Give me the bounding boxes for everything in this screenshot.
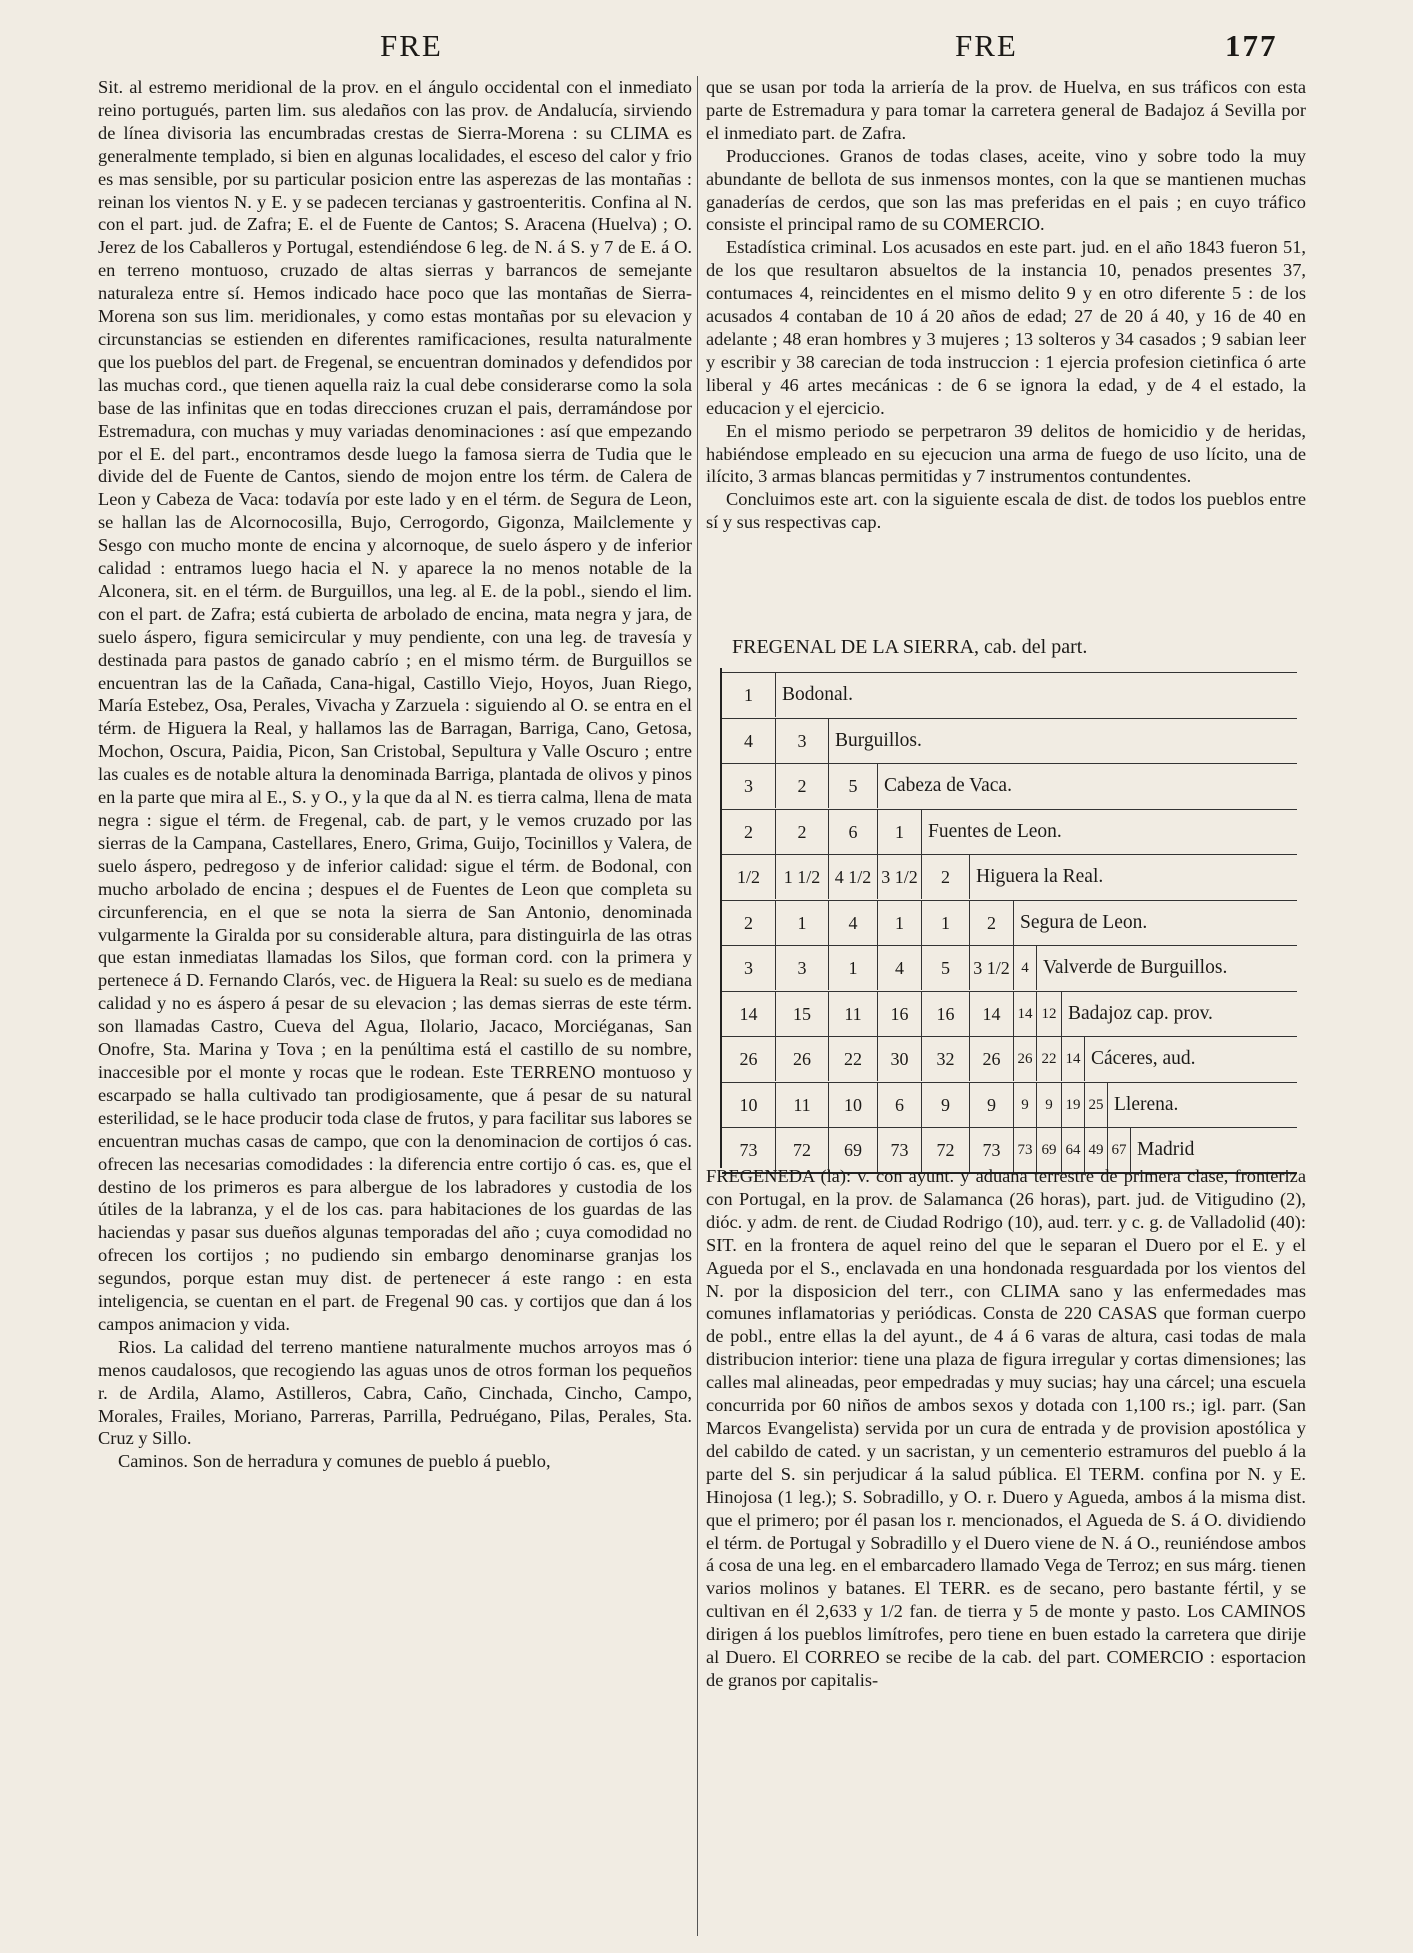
- table-cell: 64: [1062, 1128, 1085, 1172]
- table-cell: 73: [722, 1128, 776, 1172]
- table-cell: 9: [1014, 1083, 1037, 1127]
- table-cell: 12: [1037, 992, 1062, 1036]
- table-town-name: Cáceres, aud.: [1091, 1048, 1196, 1069]
- distance-table-title: FREGENAL DE LA SIERRA, cab. del part.: [732, 636, 1088, 658]
- running-head-left: FRE: [380, 28, 443, 63]
- table-cell: 26: [722, 1037, 776, 1081]
- table-cell: 9: [970, 1083, 1014, 1127]
- paragraph-continuation: que se usan por toda la arriería de la prov. de Huelva, en sus tráficos con esta parte de Estremadura y para tomar la carretera general de Badajoz á Sevilla por el inmediato part. de Zafra.: [706, 77, 1306, 143]
- table-row: [722, 763, 1297, 808]
- table-cell: 25: [1085, 1083, 1108, 1127]
- table-row: [722, 854, 1297, 899]
- table-town-name: Burguillos.: [835, 729, 922, 751]
- table-cell: 9: [1037, 1083, 1062, 1127]
- table-row: [722, 1082, 1297, 1127]
- table-cell: 6: [829, 810, 878, 854]
- table-cell: 14: [970, 992, 1014, 1036]
- left-column: [98, 76, 692, 1473]
- table-cell: 4: [878, 946, 922, 990]
- table-cell: 49: [1085, 1128, 1108, 1172]
- table-cell: 72: [776, 1128, 829, 1172]
- table-cell: 3: [722, 764, 776, 808]
- paragraph-caminos: Caminos. Son de herradura y comunes de pueblo á pueblo,: [118, 1451, 551, 1472]
- table-cell: 16: [878, 992, 922, 1036]
- table-cell: 1: [776, 901, 829, 945]
- table-cell: 10: [722, 1083, 776, 1127]
- table-cell: 22: [829, 1037, 878, 1081]
- table-town-name: Bodonal.: [782, 684, 853, 705]
- table-cell: 2: [776, 764, 829, 808]
- table-cell: 2: [922, 855, 970, 899]
- right-column-top: [706, 76, 1306, 534]
- table-town-name: Madrid: [1137, 1139, 1195, 1160]
- table-cell: 15: [776, 992, 829, 1036]
- table-cell: 14: [1062, 1037, 1085, 1081]
- table-cell: 26: [776, 1037, 829, 1081]
- table-cell: 69: [829, 1128, 878, 1172]
- distance-table: [720, 636, 1297, 1168]
- table-cell: 14: [1014, 992, 1037, 1036]
- table-row: [722, 672, 1297, 717]
- table-row: [722, 945, 1297, 990]
- table-row: [722, 991, 1297, 1036]
- page-number: 177: [1225, 28, 1278, 63]
- paragraph-estadistica: Estadística criminal. Los acusados en este part. jud. en el año 1843 fueron 51, de los que resultaron absueltos de la instancia 10, penados presentes 37, contumaces 4, reincidentes en el mismo delito 9 y en otro diferente 5 : de los acusados 4 contaban de 10 á 20 años de edad; 27 de 20 á 40, y 16 de 40 en adelante ; 48 eran hombres y 3 mujeres ; 13 solteros y 34 casados ; 9 sabian leer y escribir y 38 carecian de toda instruccion : 1 ejercia profesion cietinfica ó arte liberal y 46 artes mecánicas : de 6 se ignora la edad, y de 4 el estado, la educacion y el ejercicio.: [706, 237, 1306, 418]
- table-row: [722, 1036, 1297, 1081]
- table-cell: 3: [776, 946, 829, 990]
- table-town-name: Fuentes de Leon.: [928, 820, 1062, 842]
- table-cell: 6: [878, 1083, 922, 1127]
- running-head-right: FRE: [955, 28, 1018, 63]
- table-cell: 67: [1108, 1128, 1131, 1172]
- table-town-name: Higuera la Real.: [976, 866, 1104, 887]
- table-town-name: Segura de Leon.: [1020, 911, 1148, 933]
- table-cell: 3 1/2: [970, 946, 1014, 990]
- table-cell: 1: [829, 946, 878, 990]
- table-cell: 69: [1037, 1128, 1062, 1172]
- column-divider: [697, 76, 698, 1936]
- table-cell: 30: [878, 1037, 922, 1081]
- table-cell: 4: [1014, 946, 1037, 990]
- table-town-name: Llerena.: [1114, 1093, 1179, 1115]
- table-cell: 4 1/2: [829, 855, 878, 899]
- table-cell: 3: [722, 946, 776, 990]
- table-cell: 9: [922, 1083, 970, 1127]
- table-cell: 4: [722, 719, 776, 763]
- table-cell: 73: [878, 1128, 922, 1172]
- paragraph-rios: Rios. La calidad del terreno mantiene naturalmente muchos arroyos mas ó menos caudalosos, que recogiendo las aguas unos de otros forman los pequeños r. de Ardila, Alamo, Astilleros, Cabra, Caño, Cinchada, Cincho, Campo, Morales, Frailes, Moriano, Parreras, Parrilla, Pedruégano, Pilas, Perales, Sta. Cruz y Sillo.: [98, 1336, 692, 1449]
- table-cell: 26: [1014, 1037, 1037, 1081]
- table-cell: 1: [922, 901, 970, 945]
- paragraph-situation: Sit. al estremo meridional de la prov. en el ángulo occidental con el inmediato reino portugués, parten lim. sus aledaños con las prov. de Andalucía, sirviendo de línea divisoria las encumbradas crestas de Sierra-Morena : su CLIMA es generalmente templado, si bien en algunas localidades, el esceso del calor y frio es mas sensible, por su particular posicion entre las asperezas de las montañas : reinan los vientos N. y E. y se padecen tercianas y gastroenteritis. Confina al N. con el part. jud. de Zafra; E. el de Fuente de Cantos; S. Aracena (Huelva) ; O. Jerez de los Caballeros y Portugal, estendiéndose 6 leg. de N. á S. y 7 de E. á O. en terreno montuoso, cruzado de altas sierras y barrancos de semejante naturaleza entre sí. Hemos indicado hace poco que las montañas de Sierra-Morena son sus lim. meridionales, y como estas montañas por su elevacion y circunstancias se estienden en diferentes ramificaciones, resulta naturalmente que los pueblos del part. de Fregenal, se encuentran dominados y defendidos por las muchas cord., que tienen aquella raiz la cual debe considerarse como la sola base de las infinitas que en todas direcciones cruzan el pais, derramándose por Estremadura, con muchas y muy variadas denominaciones : así que empezando por el E. del part., encontramos desde luego la famosa sierra de Tudia que le divide del de Fuente de Cantos, siendo de mojon entre los térm. de Calera de Leon y Cabeza de Vaca: todavía por este lado y en el térm. de Segura de Leon, se hallan las de Alcornocosilla, Bujo, Cerrogordo, Gigonza, Mailclemente y Sesgo con mucho monte de encina y alcornoque, de suelo áspero y de inferior calidad : entramos luego hacia el N. y aparece la no menos notable de la Alconera, sit. en el térm. de Burguillos, una leg. al E. de la pobl., siendo el lim. con el part. de Zafra; está cubierta de arbolado de encina, mata negra y jara, de suelo áspero, figura semicircular y muy pendiente, con una leg. de travesía y destinada para pastos de ganado cabrío ; en el mismo térm. de Burguillos se encuentran las de la Cañada, Cana-higal, Castillo Viejo, Hoyos, Juan Riego, María Estebez, Osa, Perales, Vivacha y Zarzuela : siguiendo al O. se entra en el térm. de Higuera la Real, y hallamos las de Barragan, Barriga, Cano, Getosa, Mochon, Oscura, Paidia, Picon, San Cristobal, Sepultura y Valle Oscuro ; entre las cuales es de notable altura la denominada Barriga, plantada de olivos y pinos en la parte que mira al E., S. y O., y la que da al N. es tierra calma, llena de mata negra : sigue el térm. de Fregenal, cab. de part, y le vemos cruzado por las sierras de la Campana, Castellares, Enero, Grima, Guijo, Tocinillos y Valera, de suelo áspero, pedregoso y de inferior calidad: sigue el térm. de Bodonal, con mucho arbolado de encina ; despues el de Fuentes de Leon que completa su circunferencia, en el que se nota la sierra de San Antonio, denominada vulgarmente la Giralda por su considerable altura, para distinguirla de las otras que estan inmediatas llamadas los Silos, que forman cord. con la primera y pertenece á D. Fernando Clarós, vec. de Higuera la Real: su suelo es de mediana calidad y no es áspero á pesar de su elevacion ; las demas sierras de este térm. son llamadas Castro, Cueva del Agua, Ilolario, Jacaco, Morciéganas, San Onofre, Sta. Marina y Tova ; en la penúltima está el castillo de su nombre, inaccesible por el monte y rocas que le rodean. Este TERRENO montuoso y escarpado se halla cultivado tan prodigiosamente, que á pesar de su natural esterilidad, se le hace producir toda clase de frutos, y para facilitar sus labores se encuentran muchas casas de campo, que con la denominacion de cortijos ó cas. ofrecen las necesarias comodidades : la diferencia entre cortijo ó cas. es, que el destino de los primeros es para albergue de los labradores y custodia de los útiles de la labranza, y el de los cas. para habitaciones de los guardas de las haciendas y pasar sus dueños algunas temporadas del año ; cuya comodidad no ofrecen los cortijos ; no pudiendo sin embargo denominarse granjas los segundos, porque estan muy dist. de pertenecer á este rango : en esta inteligencia, se cuentan en el part. de Fregenal 90 cas. y cortijos que dan á los campos animacion y vida.: [98, 77, 692, 1334]
- paragraph-fregeneda: FREGENEDA (la): v. con ayunt. y aduana terrestre de primera clase, fronteriza con Portugal, en la prov. de Salamanca (26 horas), part. jud. de Vitigudino (2), dióc. y adm. de rent. de Ciudad Rodrigo (10), aud. terr. y c. g. de Valladolid (40): SIT. en la frontera de aquel reino del que le separan el Duero por el E. y el Agueda por el S., enclavada en una hondonada resguardada por los vientos del N. por la disposicion del terr., con CLIMA sano y las enfermedades mas comunes inflamatorias y periódicas. Consta de 220 CASAS que forman cuerpo de pobl., entre ellas la del ayunt., de 4 á 6 varas de altura, casi todas de mala distribucion interior: tiene una plaza de figura irregular y cortas dimensiones; las calles mal alineadas, peor empedradas y muy sucias; hay una cárcel; una escuela concurrida por 60 niños de ambos sexos y dotada con 1,100 rs.; igl. parr. (San Marcos Evangelista) servida por un cura de entrada y de provision apostólica y del cabildo de cated. y un sacristan, y un cementerio estramuros del pueblo á la parte del S. sin perjudicar á la salud pública. El TERM. confina por N. y E. Hinojosa (1 leg.); S. Sobradillo, y O. r. Duero y Agueda, ambos á la misma dist. que el primero; por él pasan los r. mencionados, el Agueda de S. á O. dividiendo el térm. de Portugal y Sobradillo y el Duero viene de N. á O., reuniéndose ambos á cosa de una leg. en el embarcadero llamado Vega de Terroz; en sus márg. tienen varios molinos y batanes. El TERR. es de secano, pero bastante fértil, y se cultivan en él 2,633 y 1/2 fan. de tierra y 5 de monte y pasto. Los CAMINOS dirigen á los pueblos limítrofes, pero tiene en buen estado la carretera que dirije al Duero. El CORREO se recibe de la cab. del part. COMERCIO : esportacion de granos por capitalis-: [706, 1166, 1306, 1690]
- table-cell: 72: [922, 1128, 970, 1172]
- table-cell: 1: [722, 673, 776, 717]
- table-cell: 22: [1037, 1037, 1062, 1081]
- table-cell: 16: [922, 992, 970, 1036]
- table-cell: 10: [829, 1083, 878, 1127]
- table-cell: 32: [922, 1037, 970, 1081]
- table-cell: 3 1/2: [878, 855, 922, 899]
- paragraph-concluimos: Concluimos este art. con la siguiente escala de dist. de todos los pueblos entre sí y sus respectivas cap.: [706, 489, 1306, 533]
- table-cell: 14: [722, 992, 776, 1036]
- table-cell: 73: [1014, 1128, 1037, 1172]
- table-town-name: Badajoz cap. prov.: [1068, 1002, 1213, 1024]
- table-cell: 3: [776, 719, 829, 763]
- table-cell: 19: [1062, 1083, 1085, 1127]
- table-cell: 5: [922, 946, 970, 990]
- table-cell: 1: [878, 901, 922, 945]
- table-cell: 26: [970, 1037, 1014, 1081]
- table-cell: 2: [970, 901, 1014, 945]
- table-cell: 2: [776, 810, 829, 854]
- table-cell: 73: [970, 1128, 1014, 1172]
- table-cell: 11: [829, 992, 878, 1036]
- table-cell: 1 1/2: [776, 855, 829, 899]
- table-row: [722, 718, 1297, 763]
- table-cell: 5: [829, 764, 878, 808]
- paragraph-producciones: Producciones. Granos de todas clases, aceite, vino y sobre todo la muy abundante de bellota de sus inmensos montes, con la que se mantienen muchas ganaderías de cerdos, que son las mas preferidas en el pais ; en cuyo tráfico consiste el principal ramo de su COMERCIO.: [706, 145, 1306, 235]
- fregeneda-entry-column: [706, 1165, 1306, 1692]
- table-town-name: Valverde de Burguillos.: [1043, 957, 1228, 978]
- table-cell: 4: [829, 901, 878, 945]
- paragraph-delitos: En el mismo periodo se perpetraron 39 delitos de homicidio y de heridas, habiéndose empleado en su ejecucion una arma de fuego de uso lícito, una de ilícito, 3 armas blancas permitidas y 7 instrumentos contundentes.: [706, 420, 1306, 487]
- table-town-name: Cabeza de Vaca.: [884, 775, 1012, 796]
- table-cell: 1/2: [722, 855, 776, 899]
- table-cell: 2: [722, 810, 776, 854]
- table-row: [722, 809, 1297, 854]
- table-cell: 2: [722, 901, 776, 945]
- table-cell: 1: [878, 810, 922, 854]
- table-row: [722, 900, 1297, 945]
- table-cell: 11: [776, 1083, 829, 1127]
